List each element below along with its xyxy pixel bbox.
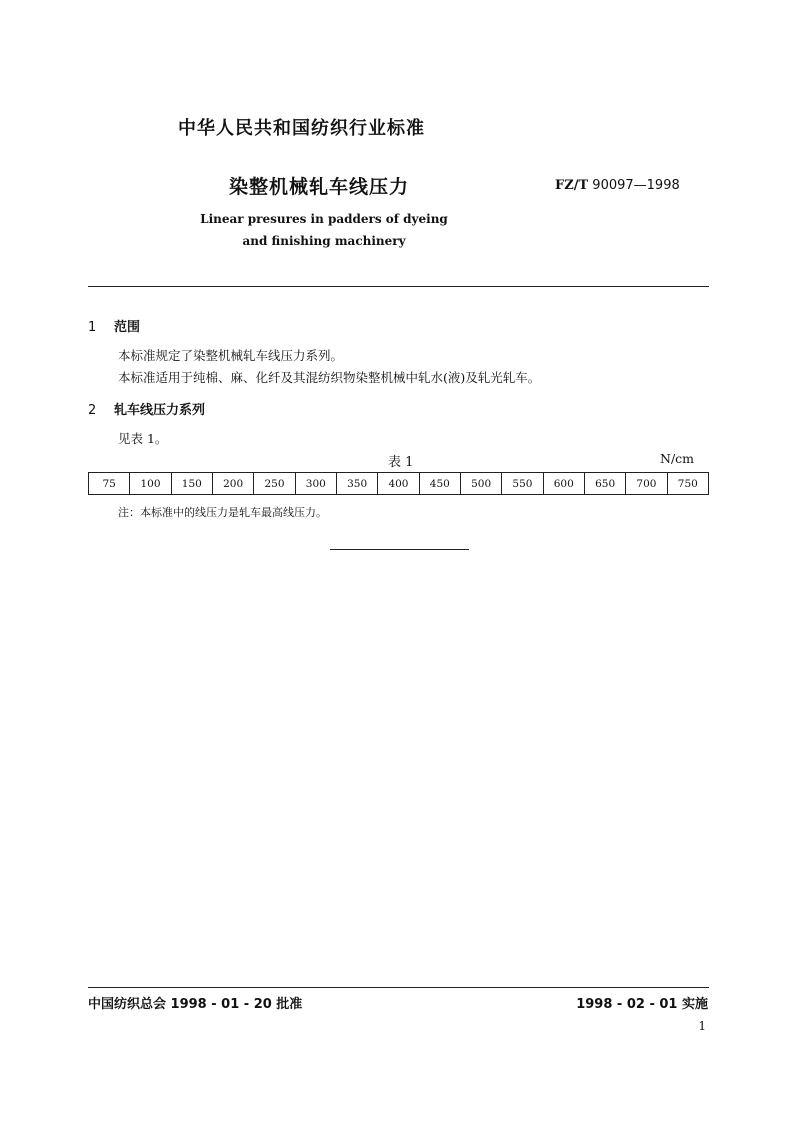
table-cell: 600 [543, 473, 584, 495]
standard-code [555, 178, 680, 193]
linear-pressure-table [88, 472, 709, 495]
table-unit: N/cm [660, 451, 695, 466]
page-number: 1 [698, 1019, 706, 1033]
end-divider [330, 549, 469, 550]
section-2-title: 轧车线压力系列 [114, 403, 206, 418]
table-cell: 300 [295, 473, 336, 495]
table-note: 注：本标准中的线压力是轧车最高线压力。 [118, 506, 327, 519]
table-cell: 750 [667, 473, 708, 495]
section-2-number: 2 [88, 403, 97, 418]
table-row [89, 473, 709, 495]
document-title-en-line2: and finishing machinery [242, 234, 406, 248]
table-cell: 500 [460, 473, 501, 495]
table-caption: 表 1 [388, 455, 414, 470]
section-1-paragraph-1: 本标准规定了染整机械轧车线压力系列。 [118, 348, 344, 363]
table-cell: 650 [584, 473, 625, 495]
table-cell: 200 [212, 473, 253, 495]
code-prefix: FZ/T [555, 178, 589, 193]
document-title-cn: 染整机械轧车线压力 [229, 176, 410, 198]
footer-divider [88, 987, 709, 988]
header-divider [88, 286, 709, 287]
implementation-date: 1998 - 02 - 01 实施 [576, 997, 708, 1012]
table-cell: 100 [130, 473, 171, 495]
code-number: 90097—1998 [592, 178, 680, 193]
table-cell: 350 [336, 473, 377, 495]
section-2-heading [88, 399, 205, 418]
table-cell: 700 [626, 473, 667, 495]
approval-info: 中国纺织总会 1998 - 01 - 20 批准 [88, 997, 303, 1012]
section-1-title: 范围 [114, 320, 141, 335]
table-cell: 250 [254, 473, 295, 495]
section-1-number: 1 [88, 320, 97, 335]
document-title-en-line1: Linear presures in padders of dyeing [200, 212, 448, 226]
table-cell: 400 [378, 473, 419, 495]
table-cell: 450 [419, 473, 460, 495]
section-1-paragraph-2: 本标准适用于纯棉、麻、化纤及其混纺织物染整机械中轧水(液)及轧光轧车。 [118, 370, 541, 385]
table-cell: 150 [171, 473, 212, 495]
table-cell: 550 [502, 473, 543, 495]
section-2-paragraph-1: 见表 1。 [118, 431, 168, 446]
table-cell: 75 [89, 473, 130, 495]
section-1-heading [88, 316, 140, 335]
issuing-organization: 中华人民共和国纺织行业标准 [178, 118, 425, 139]
